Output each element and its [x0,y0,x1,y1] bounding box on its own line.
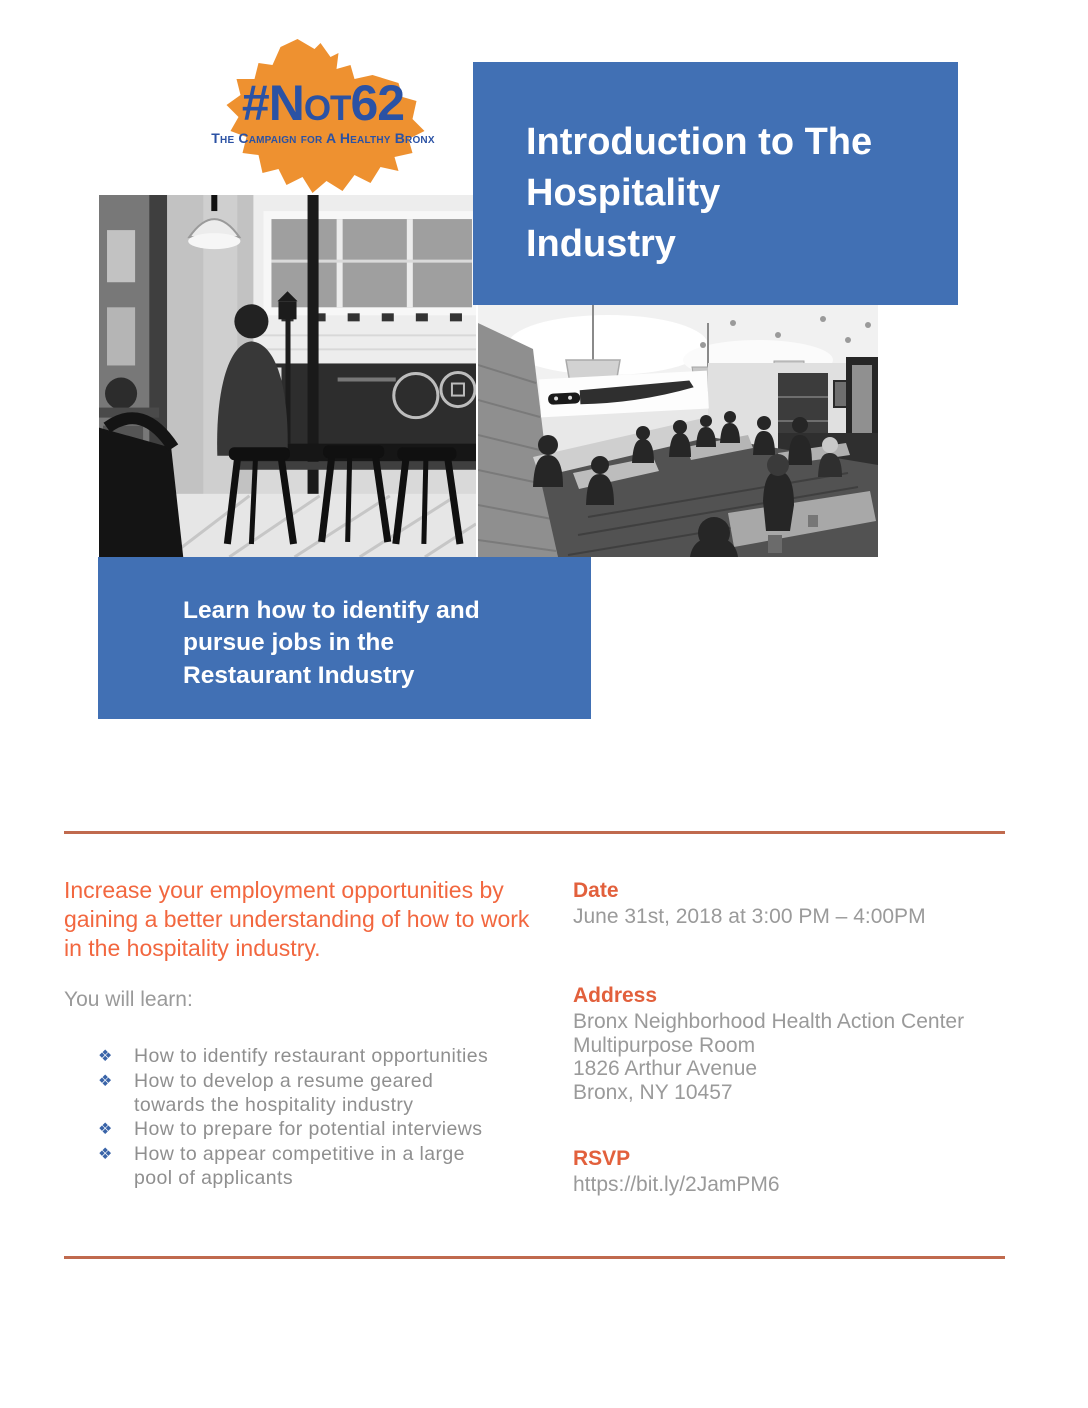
address-line: Bronx, NY 10457 [573,1080,733,1104]
bullet-text: How to develop a resume geared towards the hospitality industry [134,1070,434,1116]
cafe-window-counter-photo [99,195,476,557]
bullet-text: How to appear competitive in a large pool of applicants [134,1143,465,1189]
restaurant-dining-room-photo [478,305,878,557]
rsvp-link[interactable]: https://bit.ly/2JamPM6 [573,1173,780,1196]
logo-tagline: The Campaign for A Healthy Bronx [211,130,435,146]
diamond-bullet-icon: ❖ [98,1073,113,1090]
address-line: Bronx Neighborhood Health Action Center [573,1010,965,1033]
divider-top [64,831,1005,834]
bullet-item [98,1069,528,1117]
rsvp-label: RSVP [573,1147,631,1170]
bullet-item [98,1142,528,1190]
bullet-list [98,1044,528,1190]
address-label: Address [573,984,658,1007]
page-title: Introduction to The Hospitality Industry [526,121,873,265]
address-block [573,1010,964,1104]
hero-title-box [473,62,958,305]
logo-wordmark: #Not62 [241,75,405,131]
divider-bottom [64,1256,1005,1259]
lead-in-text: You will learn: [64,988,193,1011]
date-value: June 31st, 2018 at 3:00 PM – 4:00PM [573,905,926,928]
diamond-bullet-icon: ❖ [98,1146,113,1163]
bullet-text: How to identify restaurant opportunities [134,1045,489,1067]
intro-headline: Increase your employment opportunities by gaining a better understanding of how to work in the hospitality industry. [64,877,530,962]
address-line: Multipurpose Room [573,1033,756,1057]
caption-banner [98,557,591,719]
caption-banner-text: Learn how to identify and pursue jobs in the Restaurant Industry [183,597,480,689]
bullet-item [98,1117,528,1142]
diamond-bullet-icon: ❖ [98,1121,113,1138]
not62-logo [178,30,468,200]
date-label: Date [573,879,619,902]
diamond-bullet-icon: ❖ [98,1048,113,1065]
bullet-item [98,1044,528,1069]
address-line: 1826 Arthur Avenue [573,1057,758,1080]
bullet-text: How to prepare for potential interviews [134,1118,483,1140]
